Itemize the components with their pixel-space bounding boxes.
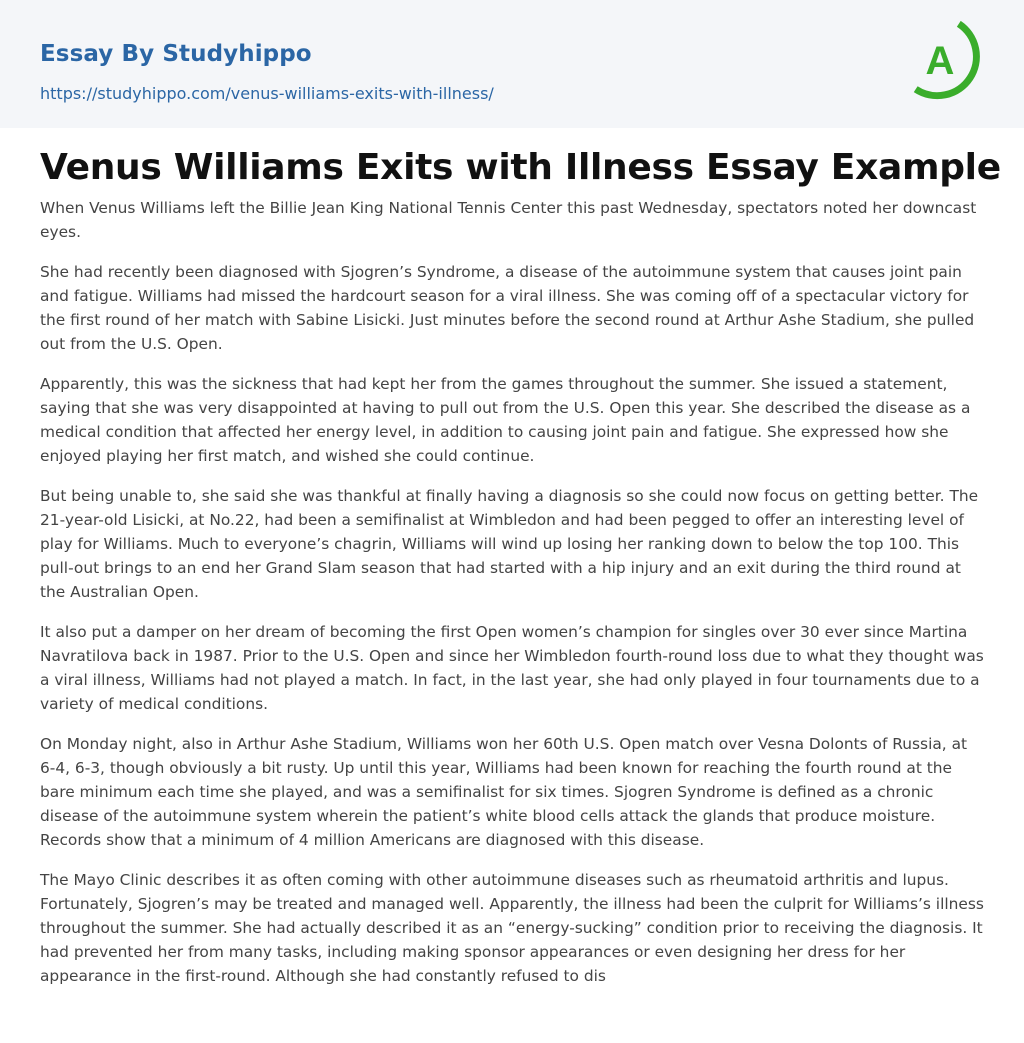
page-url-link[interactable]: https://studyhippo.com/venus-williams-exits-with-illness/ <box>40 84 494 103</box>
paragraph: She had recently been diagnosed with Sjogren’s Syndrome, a disease of the autoimmune system that causes joint pain and fatigue. Williams had missed the hardcourt season for a viral illness. She was coming off of a spectacular victory for the first round of her match with Sabine Lisicki. Just minutes before the second round at Arthur Ashe Stadium, she pulled out from the U.S. Open. <box>40 263 975 353</box>
paragraph: The Mayo Clinic describes it as often coming with other autoimmune diseases such as rheumatoid arthritis and lupus. Fortunately, Sjogren’s may be treated and managed well. Apparently, the illness had been the culprit for Williams’s illness throughout the summer. She had actually described it as an “energy-sucking” condition prior to receiving the diagnosis. It had prevented her from many tasks, including making sponsor appearances or even designing her dress for her appearance in the first-round. Although she had constantly refused to dis <box>40 871 984 985</box>
site-header <box>0 0 1024 128</box>
article <box>40 140 1001 1004</box>
logo-letter: A <box>925 39 955 83</box>
paragraph: Apparently, this was the sickness that had kept her from the games throughout the summer. She issued a statement, saying that she was very disappointed at having to pull out from the U.S. Open this year. She described the disease as a medical condition that affected her energy level, in addition to causing joint pain and fatigue. She expressed how she enjoyed playing her first match, and wished she could continue. <box>40 375 971 465</box>
paragraph: It also put a damper on her dream of becoming the first Open women’s champion for singles over 30 ever since Martina Navratilova back in 1987. Prior to the U.S. Open and since her Wimbledon fourth-round loss due to what they thought was a viral illness, Williams had not played a match. In fact, in the last year, she had only played in four tournaments due to a variety of medical conditions. <box>40 623 984 713</box>
site-brand[interactable]: Essay By Studyhippo <box>40 41 312 67</box>
page-title: Venus Williams Exits with Illness Essay Example <box>40 147 1001 188</box>
studyhippo-logo-icon[interactable] <box>912 18 986 106</box>
paragraph: But being unable to, she said she was thankful at finally having a diagnosis so she could now focus on getting better. The 21-year-old Lisicki, at No.22, had been a semifinalist at Wimbledon and had been pegged to offer an interesting level of play for Williams. Much to everyone’s chagrin, Williams will wind up losing her ranking down to below the top 100. This pull-out brings to an end her Grand Slam season that had started with a hip injury and an exit during the third round at the Australian Open. <box>40 487 979 601</box>
paragraph: When Venus Williams left the Billie Jean King National Tennis Center this past Wednesday, spectators noted her downcast eyes. <box>40 199 977 241</box>
paragraph: On Monday night, also in Arthur Ashe Stadium, Williams won her 60th U.S. Open match over Vesna Dolonts of Russia, at 6-4, 6-3, though obviously a bit rusty. Up until this year, Williams had been known for reaching the fourth round at the bare minimum each time she played, and was a semifinalist for six times. Sjogren Syndrome is defined as a chronic disease of the autoimmune system wherein the patient’s white blood cells attack the glands that produce moisture. Records show that a minimum of 4 million Americans are diagnosed with this disease. <box>40 735 968 849</box>
